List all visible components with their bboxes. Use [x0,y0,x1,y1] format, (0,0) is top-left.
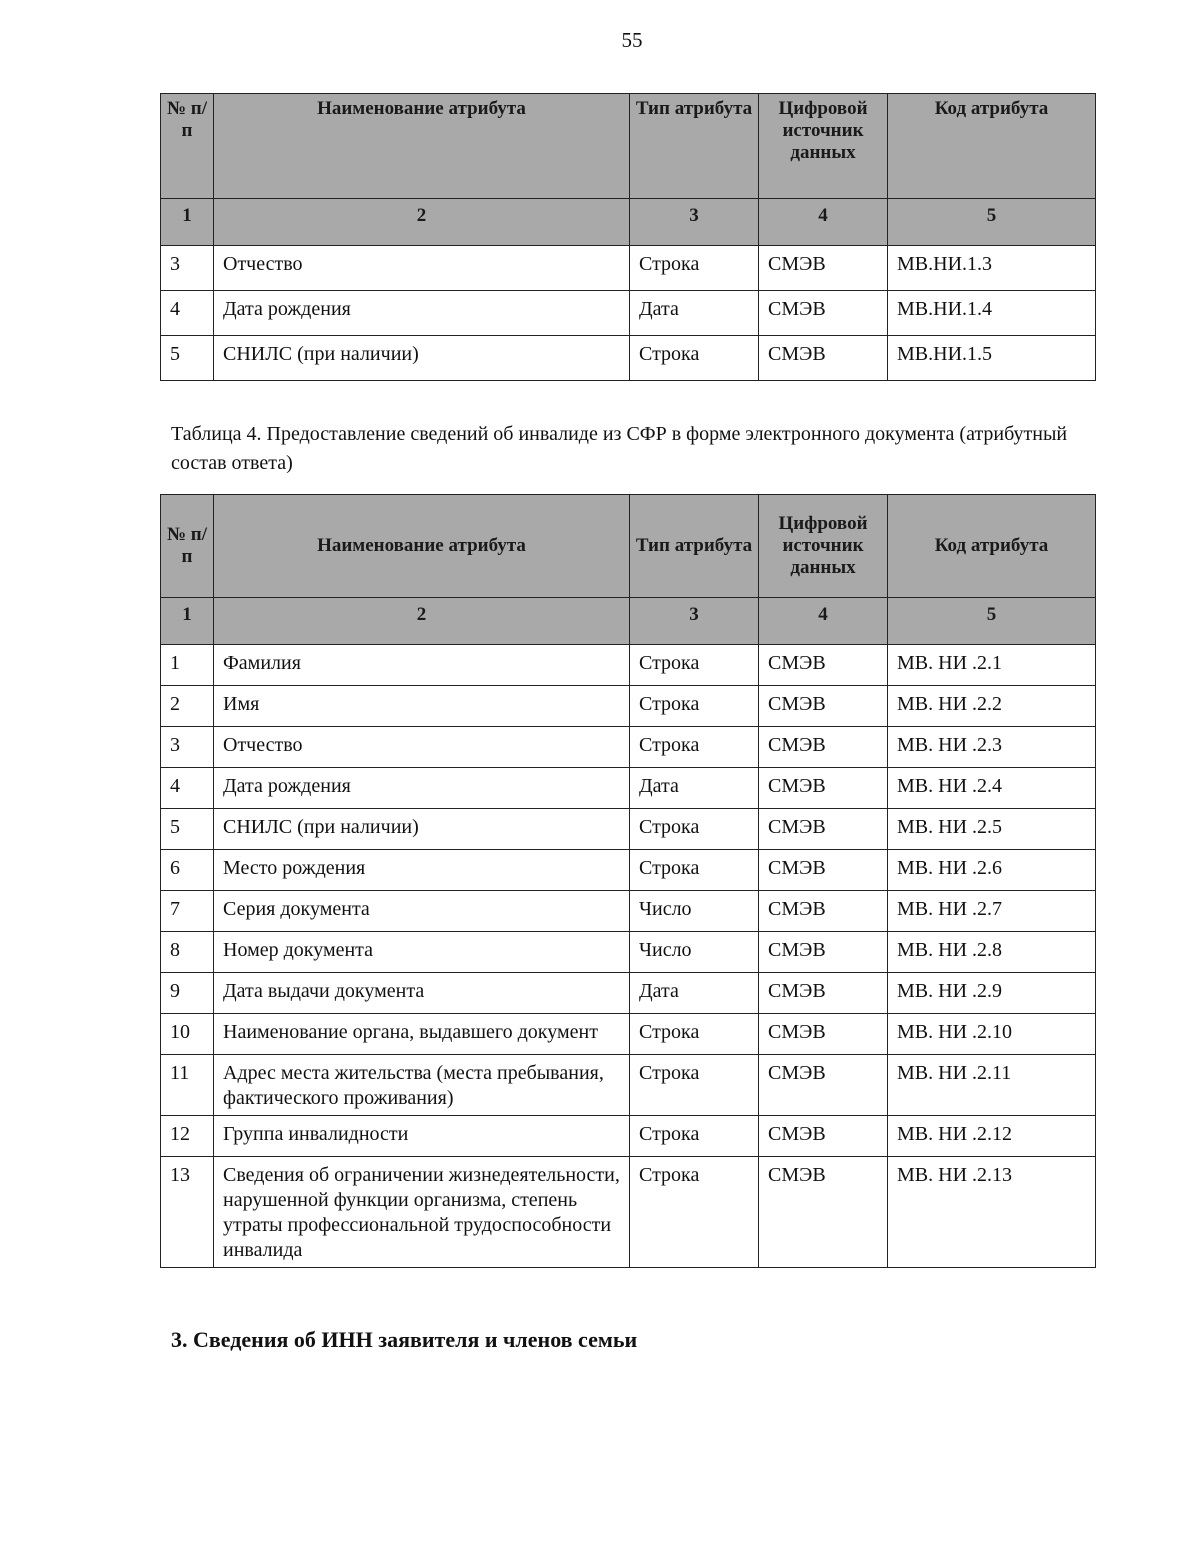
cell-name: Фамилия [214,645,630,686]
column-number: 4 [759,199,888,246]
section-heading: 3. Сведения об ИНН заявителя и членов семьи [171,1327,638,1352]
column-number: 2 [214,598,630,645]
header-type: Тип атрибута [630,495,759,598]
cell-code: МВ. НИ .2.7 [888,891,1096,932]
cell-num: 5 [161,809,214,850]
cell-name: Серия документа [214,891,630,932]
column-number-row [161,598,1096,645]
cell-num: 12 [161,1116,214,1157]
table-row [161,932,1096,973]
column-number: 3 [630,199,759,246]
table-caption: Таблица 4. Предоставление сведений об инвалиде из СФР в форме электронного документа (атрибутный состав ответа) [171,423,1068,474]
header-source: Цифровой источник данных [759,94,888,199]
cell-type: Строка [630,645,759,686]
cell-num: 3 [161,246,214,291]
cell-num: 1 [161,645,214,686]
cell-code: МВ. НИ .2.1 [888,645,1096,686]
column-number: 5 [888,598,1096,645]
cell-num: 8 [161,932,214,973]
cell-source: СМЭВ [759,336,888,381]
cell-code: МВ.НИ.1.4 [888,291,1096,336]
cell-num: 13 [161,1157,214,1268]
table-row [161,768,1096,809]
table-row [161,1014,1096,1055]
cell-code: МВ. НИ .2.3 [888,727,1096,768]
cell-name: Сведения об ограничении жизнедеятельности, нарушенной функции организма, степень утраты профессиональной трудоспособности инвалида [214,1157,630,1268]
cell-code: МВ. НИ .2.10 [888,1014,1096,1055]
cell-type: Строка [630,850,759,891]
cell-name: Дата выдачи документа [214,973,630,1014]
cell-code: МВ. НИ .2.11 [888,1055,1096,1116]
table-row [161,336,1096,381]
cell-type: Число [630,891,759,932]
table-row [161,1157,1096,1268]
cell-type: Дата [630,973,759,1014]
cell-num: 4 [161,291,214,336]
cell-type: Строка [630,1157,759,1268]
cell-source: СМЭВ [759,645,888,686]
cell-type: Строка [630,246,759,291]
cell-type: Дата [630,291,759,336]
header-type: Тип атрибута [630,94,759,199]
cell-num: 4 [161,768,214,809]
cell-code: МВ.НИ.1.3 [888,246,1096,291]
table-header-row [161,94,1096,199]
cell-code: МВ. НИ .2.9 [888,973,1096,1014]
cell-name: Группа инвалидности [214,1116,630,1157]
header-code: Код атрибута [888,495,1096,598]
cell-source: СМЭВ [759,768,888,809]
header-num: № п/п [161,495,214,598]
cell-name: СНИЛС (при наличии) [214,336,630,381]
table-row [161,891,1096,932]
cell-type: Число [630,932,759,973]
cell-type: Строка [630,686,759,727]
cell-type: Строка [630,1116,759,1157]
cell-code: МВ. НИ .2.5 [888,809,1096,850]
cell-source: СМЭВ [759,1014,888,1055]
header-source: Цифровой источник данных [759,495,888,598]
cell-name: Имя [214,686,630,727]
table-row [161,973,1096,1014]
cell-type: Строка [630,727,759,768]
cell-type: Строка [630,809,759,850]
attribute-table-4 [160,494,1096,1268]
cell-source: СМЭВ [759,1116,888,1157]
cell-source: СМЭВ [759,291,888,336]
cell-name: Дата рождения [214,768,630,809]
header-code: Код атрибута [888,94,1096,199]
cell-code: МВ.НИ.1.5 [888,336,1096,381]
table-row [161,246,1096,291]
cell-source: СМЭВ [759,850,888,891]
cell-source: СМЭВ [759,727,888,768]
table-body [161,645,1096,1268]
page-number: 55 [621,28,643,52]
cell-code: МВ. НИ .2.13 [888,1157,1096,1268]
column-number: 5 [888,199,1096,246]
cell-name: Номер документа [214,932,630,973]
attribute-table-continued [160,93,1096,381]
cell-source: СМЭВ [759,686,888,727]
table-row [161,291,1096,336]
table-row [161,850,1096,891]
table-row [161,1116,1096,1157]
cell-type: Строка [630,1014,759,1055]
cell-source: СМЭВ [759,809,888,850]
cell-source: СМЭВ [759,932,888,973]
column-number: 4 [759,598,888,645]
column-number: 3 [630,598,759,645]
cell-name: Место рождения [214,850,630,891]
column-number: 1 [161,199,214,246]
cell-num: 3 [161,727,214,768]
cell-type: Строка [630,1055,759,1116]
table-header-row [161,495,1096,598]
cell-name: Отчество [214,727,630,768]
cell-code: МВ. НИ .2.12 [888,1116,1096,1157]
cell-num: 5 [161,336,214,381]
column-number: 1 [161,598,214,645]
cell-type: Дата [630,768,759,809]
cell-code: МВ. НИ .2.6 [888,850,1096,891]
cell-type: Строка [630,336,759,381]
cell-num: 2 [161,686,214,727]
cell-num: 7 [161,891,214,932]
table-row [161,809,1096,850]
cell-num: 10 [161,1014,214,1055]
cell-source: СМЭВ [759,1157,888,1268]
table-body [161,246,1096,381]
cell-name: СНИЛС (при наличии) [214,809,630,850]
header-name: Наименование атрибута [214,495,630,598]
header-num: № п/п [161,94,214,199]
cell-num: 11 [161,1055,214,1116]
cell-code: МВ. НИ .2.2 [888,686,1096,727]
cell-name: Отчество [214,246,630,291]
cell-code: МВ. НИ .2.4 [888,768,1096,809]
column-number: 2 [214,199,630,246]
cell-source: СМЭВ [759,1055,888,1116]
cell-name: Дата рождения [214,291,630,336]
header-name: Наименование атрибута [214,94,630,199]
cell-code: МВ. НИ .2.8 [888,932,1096,973]
column-number-row [161,199,1096,246]
cell-source: СМЭВ [759,891,888,932]
table-row [161,645,1096,686]
cell-name: Наименование органа, выдавшего документ [214,1014,630,1055]
cell-num: 9 [161,973,214,1014]
cell-source: СМЭВ [759,973,888,1014]
table-row [161,686,1096,727]
cell-num: 6 [161,850,214,891]
cell-name: Адрес места жительства (места пребывания, фактического проживания) [214,1055,630,1116]
table-row [161,727,1096,768]
table-row [161,1055,1096,1116]
cell-source: СМЭВ [759,246,888,291]
